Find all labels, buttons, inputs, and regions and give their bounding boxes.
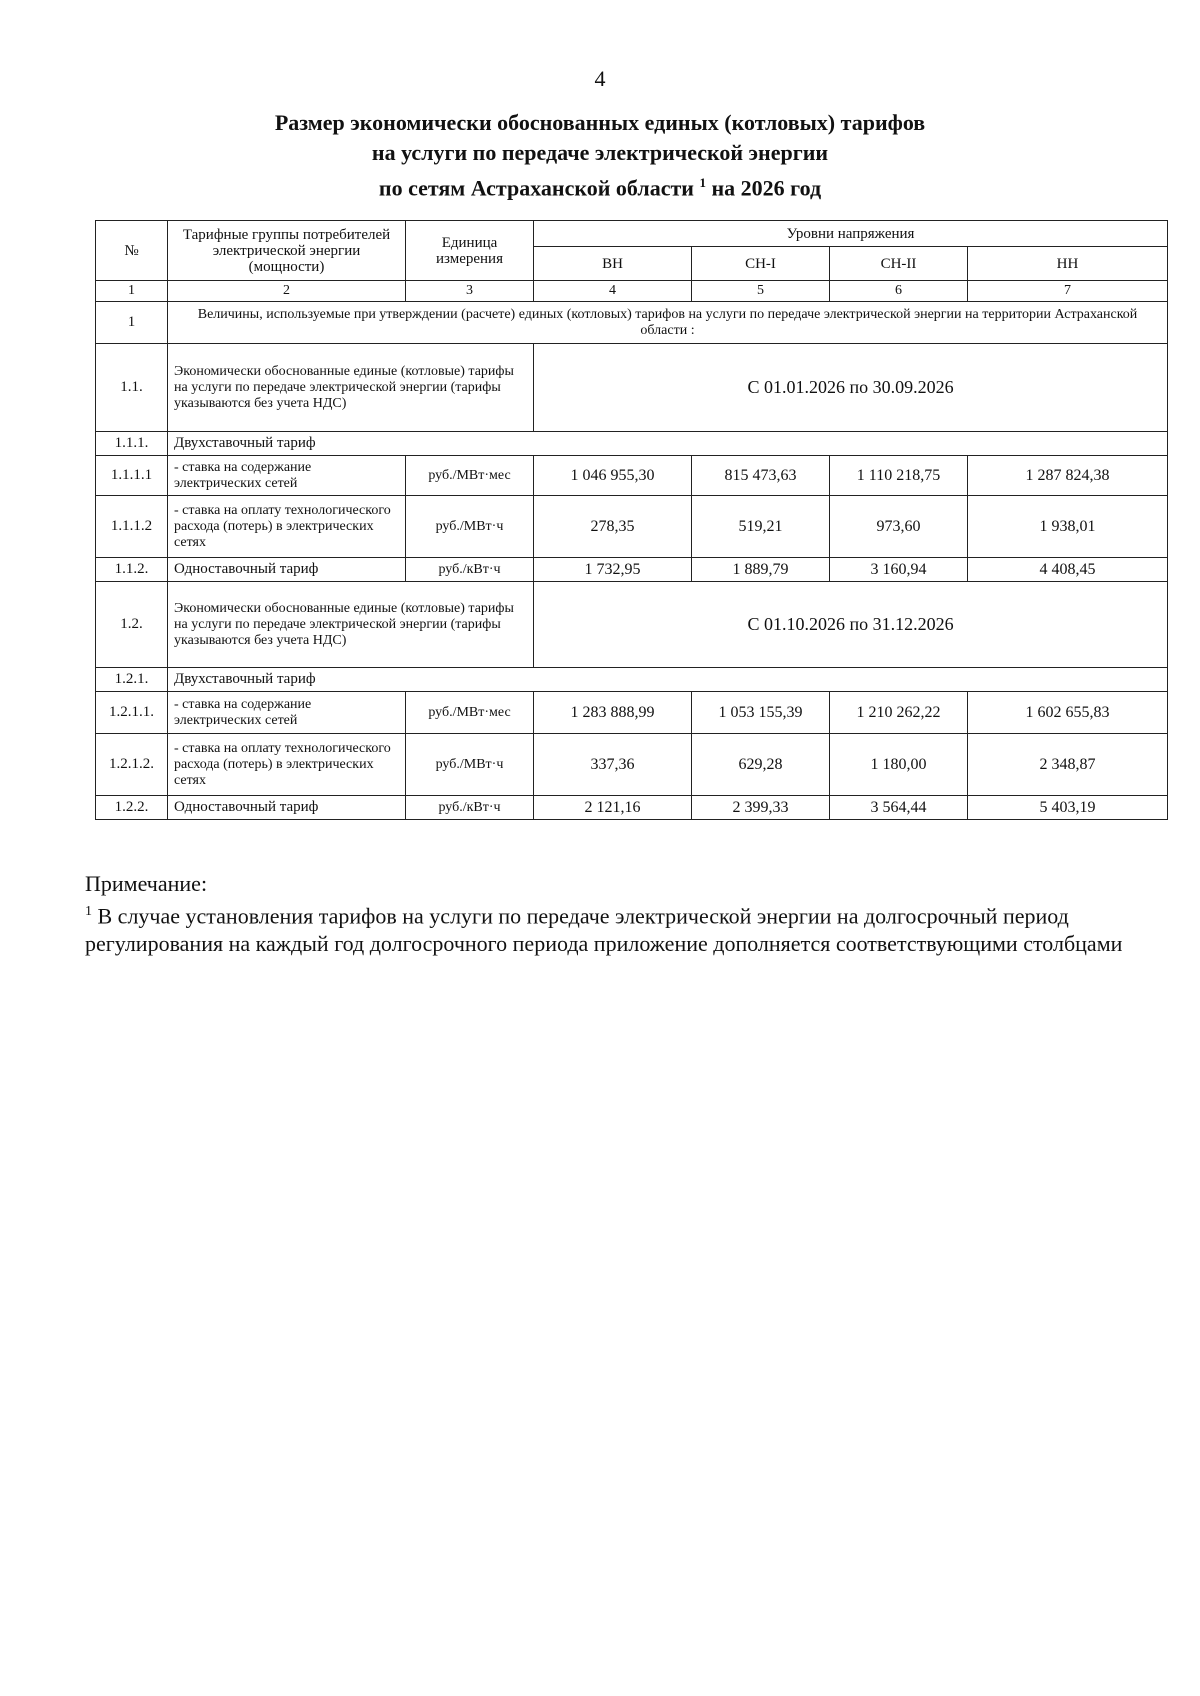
row-num: 1: [96, 302, 168, 344]
header-nn: НН: [968, 247, 1168, 281]
value-vn: 1 283 888,99: [534, 692, 692, 734]
col-number: 6: [830, 281, 968, 302]
title-line-1: Размер экономически обоснованных единых (котловых) тарифов: [274, 110, 926, 135]
row-label: Двухставочный тариф: [168, 432, 1168, 456]
value-sn1: 519,21: [692, 496, 830, 558]
row-num: 1.1.: [96, 344, 168, 432]
col-number: 7: [968, 281, 1168, 302]
col-number: 2: [168, 281, 406, 302]
row-unit: руб./МВт·мес: [406, 456, 534, 496]
value-vn: 337,36: [534, 734, 692, 796]
value-sn2: 3 564,44: [830, 796, 968, 820]
row-num: 1.1.1.1: [96, 456, 168, 496]
value-sn1: 1 889,79: [692, 558, 830, 582]
value-sn1: 815 473,63: [692, 456, 830, 496]
row-label: Одноставочный тариф: [168, 558, 406, 582]
row-label: - ставка на оплату технологического расхода (потерь) в электрических сетях: [168, 734, 406, 796]
col-number: 3: [406, 281, 534, 302]
section-1-description: Величины, используемые при утверждении (расчете) единых (котловых) тарифов на услуги по передаче электрической энергии на территории Астраханской области :: [168, 302, 1168, 344]
value-nn: 4 408,45: [968, 558, 1168, 582]
table-row: [96, 692, 1168, 734]
document-title: [180, 108, 1020, 203]
row-unit: руб./МВт·ч: [406, 734, 534, 796]
table-row: [96, 456, 1168, 496]
row-label: - ставка на оплату технологического расхода (потерь) в электрических сетях: [168, 496, 406, 558]
value-vn: 278,35: [534, 496, 692, 558]
period-cell: С 01.01.2026 по 30.09.2026: [534, 344, 1168, 432]
header-unit: Единица измерения: [406, 221, 534, 281]
title-line-3-pre: по сетям Астраханской области: [378, 175, 694, 201]
note-text: В случае установления тарифов на услуги по передаче электрической энергии на долгосрочный период регулирования на каждый год долгосрочного периода приложение дополняется соответствующими столбцами: [85, 903, 1123, 957]
table-row: [96, 558, 1168, 582]
row-unit: руб./кВт·ч: [406, 796, 534, 820]
row-num: 1.2.1.2.: [96, 734, 168, 796]
table-row: [96, 734, 1168, 796]
row-label: Одноставочный тариф: [168, 796, 406, 820]
table-row: [96, 344, 1168, 432]
title-line-2: на услуги по передаче электрической энергии: [371, 140, 829, 165]
footnote: [85, 870, 1165, 958]
row-num: 1.2.2.: [96, 796, 168, 820]
value-sn1: 2 399,33: [692, 796, 830, 820]
value-sn1: 1 053 155,39: [692, 692, 830, 734]
note-heading: Примечание:: [85, 871, 208, 896]
page-number: 4: [594, 66, 606, 91]
table-row: [96, 582, 1168, 668]
row-label: - ставка на содержание электрических сетей: [168, 456, 406, 496]
row-num: 1.2.: [96, 582, 168, 668]
row-num: 1.1.1.: [96, 432, 168, 456]
row-label: - ставка на содержание электрических сетей: [168, 692, 406, 734]
value-sn2: 973,60: [830, 496, 968, 558]
value-sn2: 1 180,00: [830, 734, 968, 796]
row-unit: руб./МВт·ч: [406, 496, 534, 558]
value-vn: 2 121,16: [534, 796, 692, 820]
note-footnote-mark: 1: [85, 904, 92, 919]
column-numbers-row: [96, 281, 1168, 302]
tariff-table: [95, 220, 1168, 820]
row-label: Двухставочный тариф: [168, 668, 1168, 692]
row-num: 1.1.1.2: [96, 496, 168, 558]
value-sn2: 3 160,94: [830, 558, 968, 582]
value-sn2: 1 210 262,22: [830, 692, 968, 734]
value-nn: 5 403,19: [968, 796, 1168, 820]
value-nn: 1 287 824,38: [968, 456, 1168, 496]
value-nn: 1 938,01: [968, 496, 1168, 558]
header-sn1: СН-I: [692, 247, 830, 281]
header-group: Тарифные группы потребителей электрической энергии (мощности): [168, 221, 406, 281]
row-unit: руб./кВт·ч: [406, 558, 534, 582]
col-number: 5: [692, 281, 830, 302]
title-line-3: [180, 168, 1020, 203]
value-nn: 2 348,87: [968, 734, 1168, 796]
title-line-3-post: на 2026 год: [711, 175, 822, 201]
col-number: 1: [96, 281, 168, 302]
table-row: [96, 432, 1168, 456]
period-cell: С 01.10.2026 по 31.12.2026: [534, 582, 1168, 668]
header-vn: ВН: [534, 247, 692, 281]
header-num: №: [96, 221, 168, 281]
row-label: Экономически обоснованные единые (котловые) тарифы на услуги по передаче электрической энергии (тарифы указываются без учета НДС): [168, 582, 534, 668]
title-footnote-mark: 1: [699, 175, 706, 190]
value-nn: 1 602 655,83: [968, 692, 1168, 734]
row-label: Экономически обоснованные единые (котловые) тарифы на услуги по передаче электрической энергии (тарифы указываются без учета НДС): [168, 344, 534, 432]
row-num: 1.1.2.: [96, 558, 168, 582]
value-sn1: 629,28: [692, 734, 830, 796]
table-row: [96, 668, 1168, 692]
row-num: 1.2.1.1.: [96, 692, 168, 734]
value-sn2: 1 110 218,75: [830, 456, 968, 496]
value-vn: 1 046 955,30: [534, 456, 692, 496]
table-row: [96, 796, 1168, 820]
header-sn2: СН-II: [830, 247, 968, 281]
row-num: 1.2.1.: [96, 668, 168, 692]
row-unit: руб./МВт·мес: [406, 692, 534, 734]
note-body: [85, 898, 1165, 958]
table-row: [96, 302, 1168, 344]
table-row: [96, 496, 1168, 558]
value-vn: 1 732,95: [534, 558, 692, 582]
col-number: 4: [534, 281, 692, 302]
header-voltage-levels: Уровни напряжения: [534, 221, 1168, 247]
